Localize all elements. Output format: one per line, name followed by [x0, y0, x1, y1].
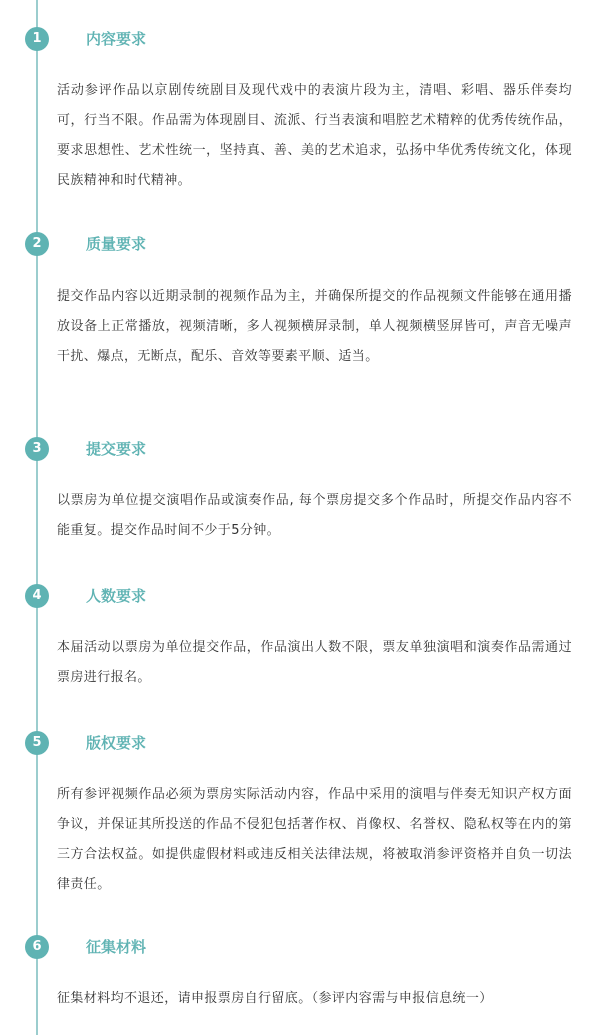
section-title: 质量要求	[86, 235, 147, 253]
section-body: 本届活动以票房为单位提交作品，作品演出人数不限，票友单独演唱和演奏作品需通过票房进行报名。	[57, 640, 572, 685]
section-title: 征集材料	[86, 938, 147, 956]
section-title: 内容要求	[86, 30, 147, 48]
step-number-badge: 1	[25, 27, 49, 51]
section-body: 征集材料均不退还，请申报票房自行留底。（参评内容需与申报信息统一）	[57, 991, 493, 1006]
section-body: 所有参评视频作品必须为票房实际活动内容，作品中采用的演唱与伴奏无知识产权方面争议，并保证其所投送的作品不侵犯包括著作权、肖像权、名誉权、隐私权等在内的第三方合法权益。如提供虚假材料或违反相关法律法规，将被取消参评资格并自负一切法律责任。	[57, 787, 572, 892]
step-number-badge: 3	[25, 437, 49, 461]
timeline-line	[36, 0, 38, 1035]
step-number-badge: 2	[25, 232, 49, 256]
step-number-badge: 4	[25, 584, 49, 608]
section-title: 版权要求	[86, 734, 147, 752]
section-body: 提交作品内容以近期录制的视频作品为主，并确保所提交的作品视频文件能够在通用播放设备上正常播放，视频清晰，多人视频横屏录制，单人视频横竖屏皆可，声音无噪声干扰、爆点，无断点，配乐、音效等要素平顺、适当。	[57, 289, 572, 364]
step-number-badge: 6	[25, 935, 49, 959]
section-body: 活动参评作品以京剧传统剧目及现代戏中的表演片段为主，清唱、彩唱、器乐伴奏均可，行当不限。作品需为体现剧目、流派、行当表演和唱腔艺术精粹的优秀传统作品，要求思想性、艺术性统一，坚持真、善、美的艺术追求，弘扬中华优秀传统文化，体现民族精神和时代精神。	[57, 83, 572, 188]
section-title: 人数要求	[86, 587, 147, 605]
section-body: 以票房为单位提交演唱作品或演奏作品, 每个票房提交多个作品时，所提交作品内容不能重复。提交作品时间不少于5分钟。	[57, 493, 572, 538]
step-number-badge: 5	[25, 731, 49, 755]
section-title: 提交要求	[86, 440, 147, 458]
